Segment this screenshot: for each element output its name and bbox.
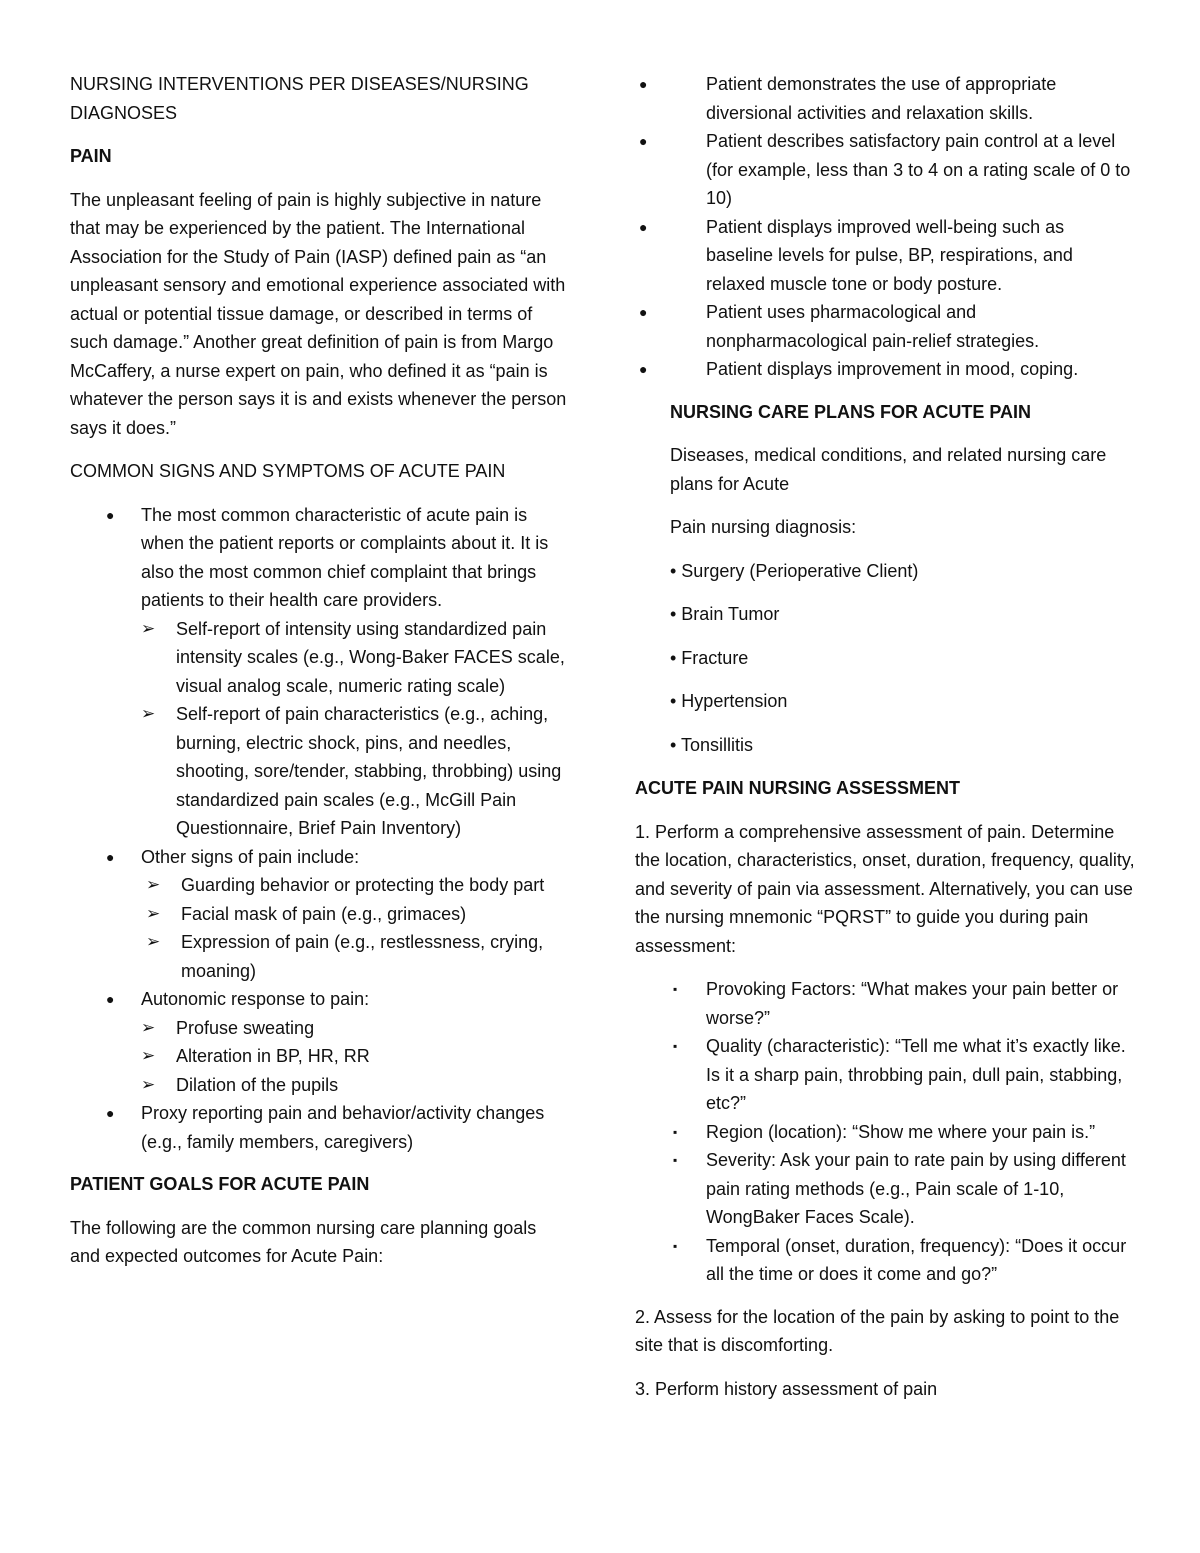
signs-subitem — [146, 871, 570, 900]
signs-sublist — [70, 615, 570, 843]
pqrst-item — [635, 1032, 1135, 1118]
signs-sublist — [70, 1014, 570, 1100]
bullet-icon: ● — [106, 991, 115, 1007]
pqrst-item-text: Severity: Ask your pain to rate pain by using different pain rating methods (e.g., Pain scale of 1-10, WongBaker Faces Scale). — [706, 1150, 1126, 1227]
assessment-step-2: 2. Assess for the location of the pain by asking to point to the site that is discomforting. — [635, 1306, 1120, 1355]
signs-subitem — [141, 615, 570, 701]
pqrst-item — [635, 1118, 1135, 1147]
arrow-bullet-icon: ➢ — [141, 1017, 156, 1037]
arrow-bullet-icon: ➢ — [146, 875, 161, 894]
diagnosis-item: • Tonsillitis — [670, 734, 753, 755]
careplans-paragraph: Diseases, medical conditions, and related nursing care plans for Acute — [670, 445, 1107, 494]
square-bullet-icon: ▪ — [673, 1124, 678, 1139]
pqrst-item-text: Temporal (onset, duration, frequency): “Does it occur all the time or does it come and go?” — [706, 1235, 1127, 1284]
goals-item — [635, 70, 1135, 127]
signs-item-text: Other signs of pain include: — [141, 846, 360, 867]
pain-heading: PAIN — [70, 146, 112, 166]
careplans-heading: NURSING CARE PLANS FOR ACUTE PAIN — [670, 401, 1032, 422]
signs-list — [70, 985, 570, 1014]
signs-list — [70, 1099, 570, 1156]
pqrst-item-text: Region (location): “Show me where your pain is.” — [706, 1121, 1096, 1142]
pqrst-item — [635, 975, 1135, 1032]
goals-item — [635, 213, 1135, 299]
signs-subitem-text: Facial mask of pain (e.g., grimaces) — [181, 903, 467, 924]
assessment-step-3: 3. Perform history assessment of pain — [635, 1378, 938, 1399]
goals-item — [635, 127, 1135, 213]
document-title: NURSING INTERVENTIONS PER DISEASES/NURSING DIAGNOSES — [70, 74, 529, 123]
pqrst-item — [635, 1146, 1135, 1232]
signs-subitem-text: Profuse sweating — [176, 1017, 315, 1038]
signs-subitem-text: Self-report of pain characteristics (e.g., aching, burning, electric shock, pins, and needles, shooting, sore/tender, stabbing, throbbing) using standardized pain scales (e.g., McGill Pain Questionnaire, Brief Pain Inventory) — [176, 704, 562, 838]
assessment-heading: ACUTE PAIN NURSING ASSESSMENT — [635, 778, 961, 798]
pqrst-list — [635, 975, 1135, 1289]
signs-list — [70, 843, 570, 872]
diagnosis-label: Pain nursing diagnosis: — [670, 517, 857, 537]
signs-item-text: Proxy reporting pain and behavior/activity changes (e.g., family members, caregivers) — [141, 1103, 545, 1152]
signs-item — [70, 843, 570, 872]
goals-item-text: Patient describes satisfactory pain control at a level (for example, less than 3 to 4 on a rating scale of 0 to 10) — [706, 131, 1131, 208]
signs-subitem — [141, 1071, 570, 1100]
bullet-icon: ● — [639, 304, 648, 320]
signs-sublist — [70, 871, 570, 985]
signs-item-text: The most common characteristic of acute pain is when the patient reports or complaints about it. It is also the most common chief complaint that brings patients to their health care providers. — [141, 504, 549, 610]
goals-item — [635, 298, 1135, 355]
arrow-bullet-icon: ➢ — [141, 618, 156, 638]
goals-item-text: Patient displays improvement in mood, coping. — [706, 359, 1079, 379]
signs-heading: COMMON SIGNS AND SYMPTOMS OF ACUTE PAIN — [70, 461, 506, 481]
signs-item-text: Autonomic response to pain: — [141, 989, 370, 1009]
bullet-icon: ● — [639, 133, 648, 149]
goals-item-text: Patient uses pharmacological and nonpharmacological pain-relief strategies. — [706, 302, 1040, 351]
pqrst-item-text: Quality (characteristic): “Tell me what it’s exactly like. Is it a sharp pain, throbbing pain, dull pain, stabbing, etc?” — [706, 1036, 1126, 1113]
assessment-step-1: 1. Perform a comprehensive assessment of pain. Determine the location, characteristics, onset, duration, frequency, quality, and severity of pain via assessment. Alternatively, you can use the nursing mnemonic “PQRST” to guide you during pain assessment: — [635, 821, 1135, 956]
diagnosis-item: • Brain Tumor — [670, 604, 780, 624]
bullet-icon: ● — [106, 1105, 115, 1121]
square-bullet-icon: ▪ — [673, 982, 678, 996]
signs-item — [70, 501, 570, 615]
bullet-icon: ● — [106, 506, 115, 523]
square-bullet-icon: ▪ — [673, 1238, 678, 1253]
arrow-bullet-icon: ➢ — [146, 903, 161, 923]
square-bullet-icon: ▪ — [673, 1153, 678, 1167]
signs-subitem — [141, 1042, 570, 1071]
arrow-bullet-icon: ➢ — [141, 704, 156, 723]
signs-subitem-text: Self-report of intensity using standardized pain intensity scales (e.g., Wong-Baker FACES scale, visual analog scale, numeric rating scale) — [176, 618, 565, 696]
signs-subitem-text: Dilation of the pupils — [176, 1074, 339, 1095]
pqrst-item-text: Provoking Factors: “What makes your pain better or worse?” — [706, 979, 1119, 1028]
arrow-bullet-icon: ➢ — [141, 1046, 156, 1065]
diagnosis-item: • Hypertension — [670, 691, 788, 711]
signs-item — [70, 1099, 570, 1156]
signs-list — [70, 501, 570, 615]
signs-item — [70, 985, 570, 1014]
bullet-icon: ● — [106, 848, 115, 865]
goals-item — [635, 355, 1135, 384]
right-column — [635, 70, 1135, 1418]
square-bullet-icon: ▪ — [673, 1039, 678, 1053]
signs-subitem-text: Expression of pain (e.g., restlessness, crying, moaning) — [181, 932, 544, 981]
left-column — [70, 70, 570, 1286]
arrow-bullet-icon: ➢ — [146, 932, 161, 951]
signs-subitem-text: Guarding behavior or protecting the body part — [181, 875, 545, 895]
goals-item-text: Patient demonstrates the use of appropriate diversional activities and relaxation skills. — [706, 74, 1057, 123]
diagnosis-item: • Fracture — [670, 647, 749, 668]
bullet-icon: ● — [639, 76, 648, 92]
signs-subitem — [146, 900, 570, 929]
signs-subitem-text: Alteration in BP, HR, RR — [176, 1046, 370, 1066]
signs-subitem — [146, 928, 570, 985]
goals-item-text: Patient displays improved well-being such as baseline levels for pulse, BP, respirations, and relaxed muscle tone or body posture. — [706, 216, 1073, 294]
goals-heading: PATIENT GOALS FOR ACUTE PAIN — [70, 1174, 370, 1194]
goals-list — [635, 70, 1135, 384]
pqrst-item — [635, 1232, 1135, 1289]
diagnosis-item: • Surgery (Perioperative Client) — [670, 560, 919, 581]
pain-definition-paragraph: The unpleasant feeling of pain is highly subjective in nature that may be experienced by the patient. The International Association for the Study of Pain (IASP) defined pain as “an unpleasant sensory and emotional experience associated with actual or potential tissue damage, or described in terms of such damage.” Another great definition of pain is from Margo McCaffery, a nurse expert on pain, who defined it as “pain is whatever the person says it is and exists whenever the person says it does.” — [70, 189, 567, 438]
signs-subitem — [141, 1014, 570, 1043]
goals-intro-paragraph: The following are the common nursing care planning goals and expected outcomes for Acute Pain: — [70, 1217, 537, 1266]
bullet-icon: ● — [639, 218, 648, 235]
signs-subitem — [141, 700, 570, 843]
bullet-icon: ● — [639, 361, 648, 377]
arrow-bullet-icon: ➢ — [141, 1074, 156, 1094]
